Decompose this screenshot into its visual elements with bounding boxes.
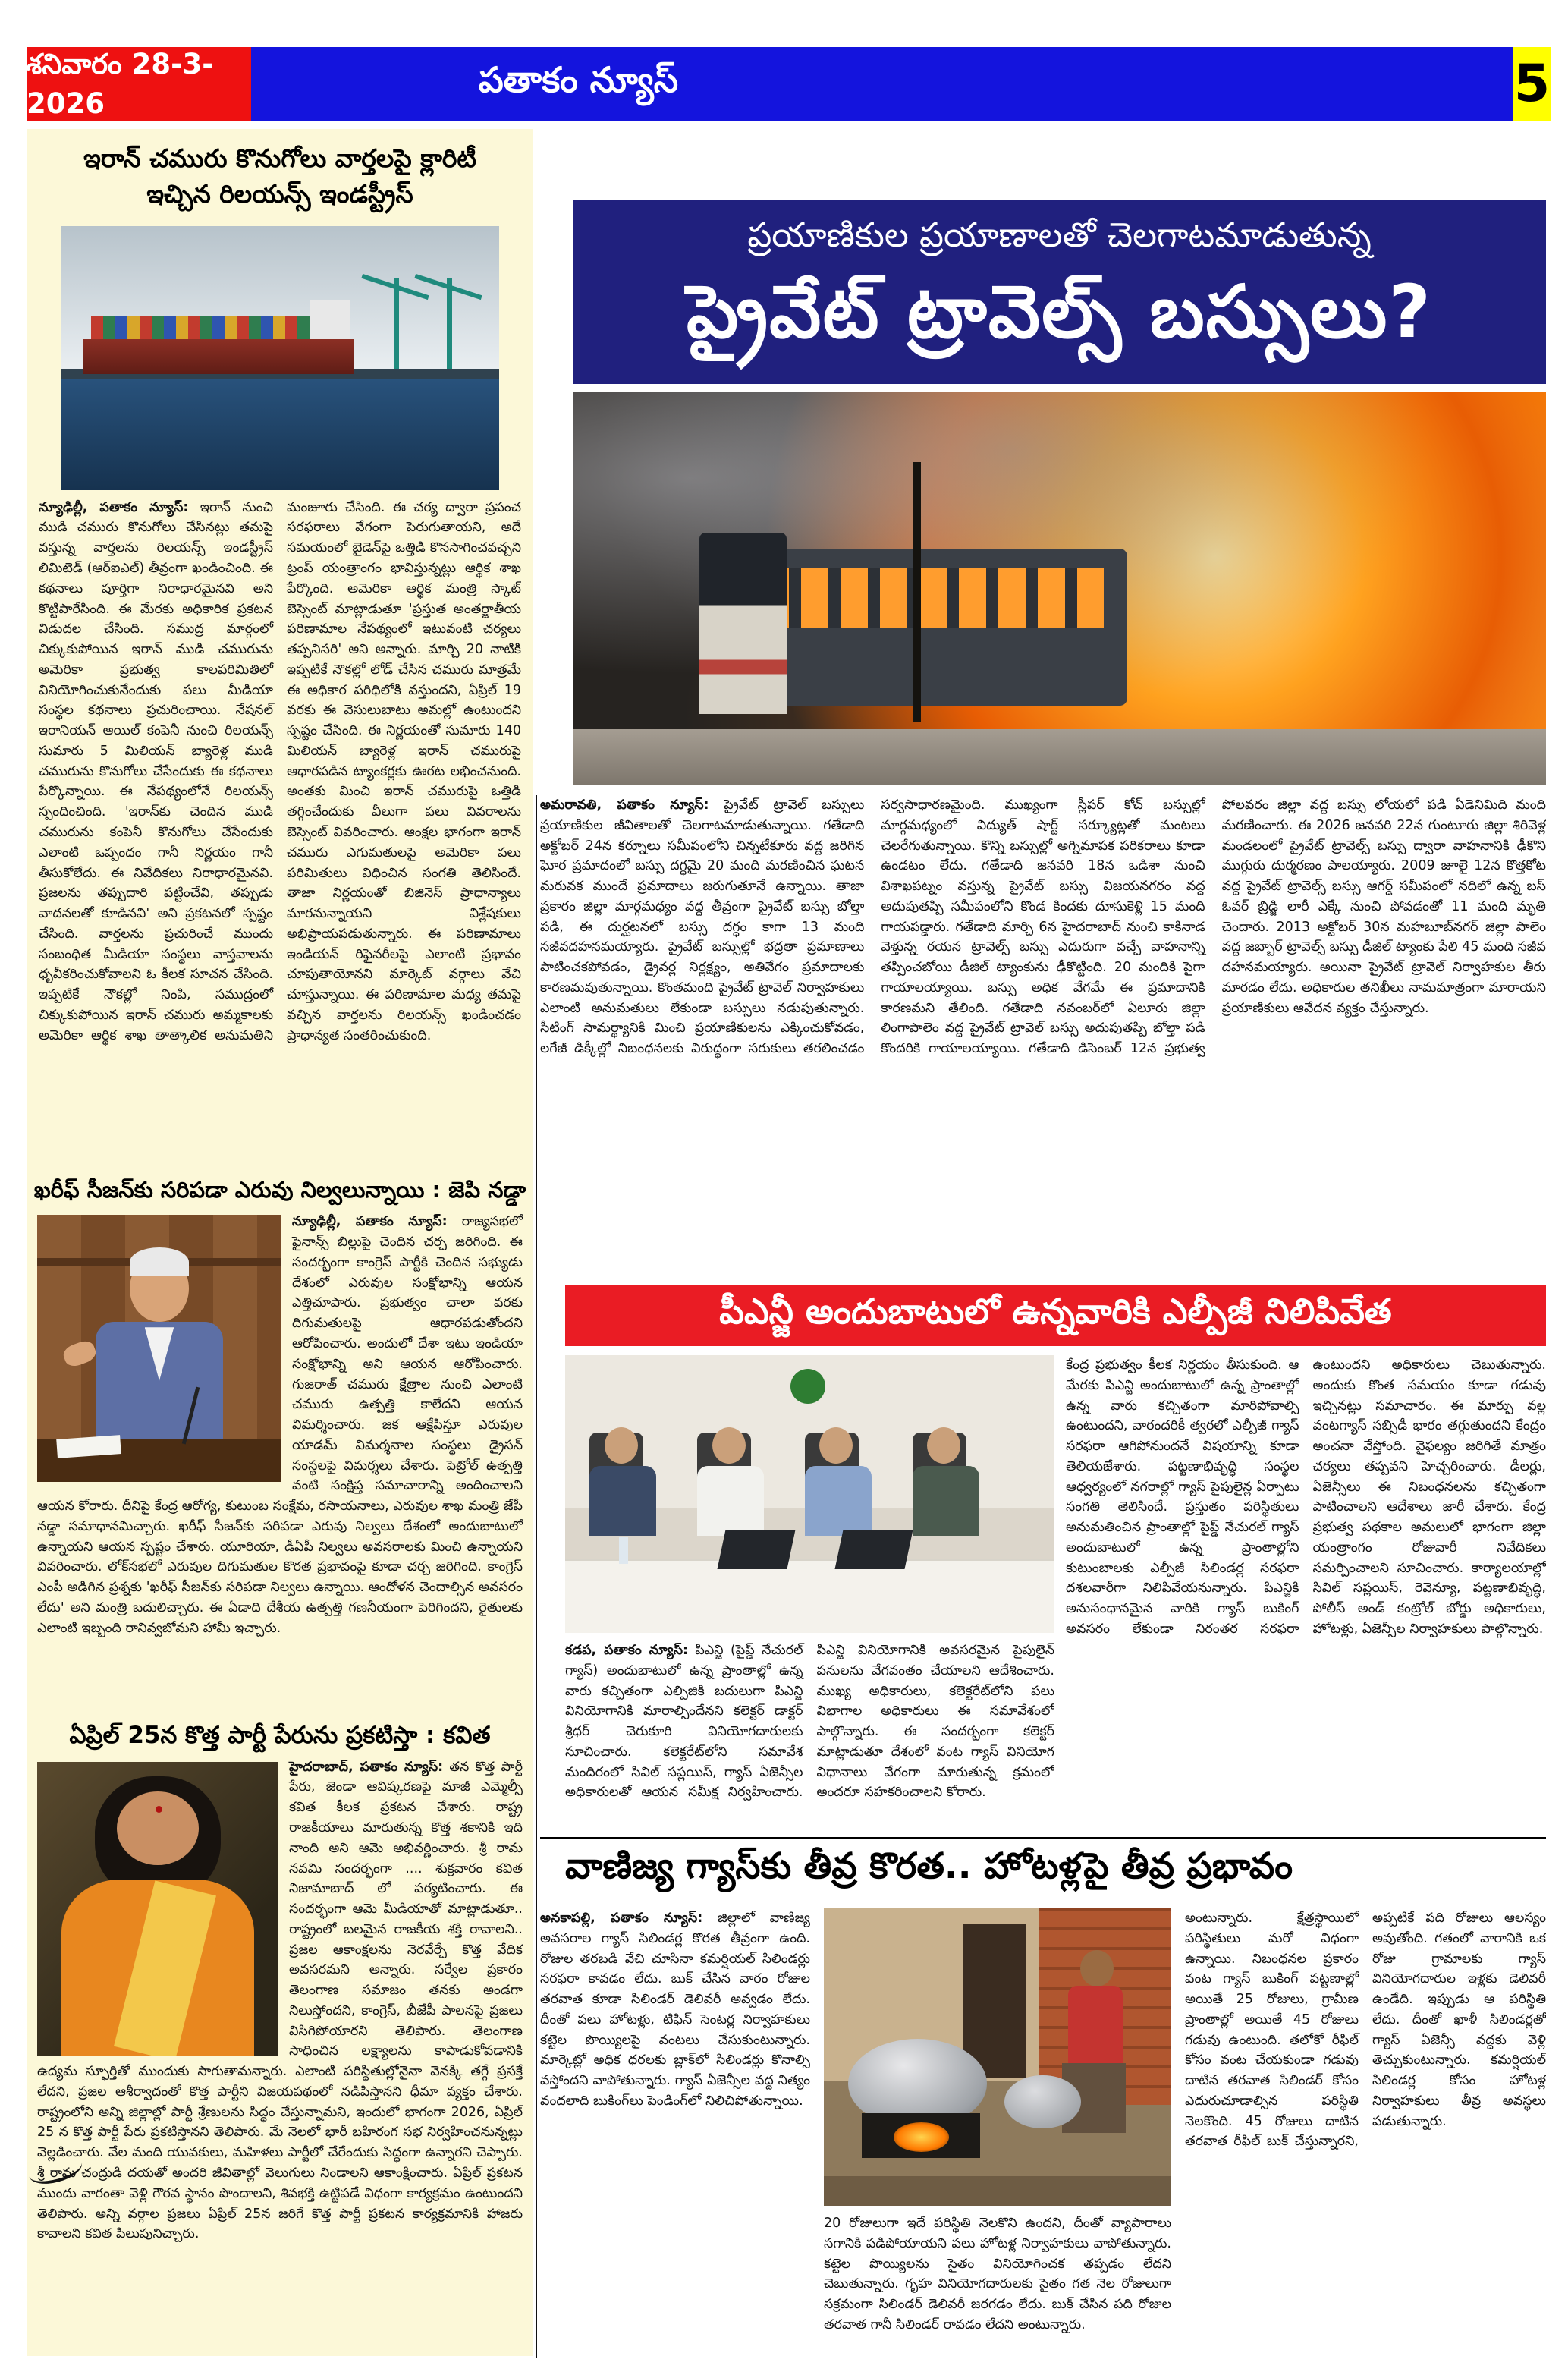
kavitha-face	[117, 1791, 199, 1865]
iran-body-text: ఇరాన్ నుంచి ముడి చమురు కొనుగోలు చేసినట్లు తమపై వస్తున్న వార్తలను రిలయన్స్ ఇండస్ట్రీస్ లిమిటెడ్ (ఆర్ఐఎల్) తీవ్రంగా ఖండించింది. ఈ కథనాలు పూర్తిగా నిరాధారమైనవి అని కొట్టిపారేసింది. ఈ మేరకు అధికారిక ప్రకటన విడుదల చేసింది. సముద్ర మార్గంలో చిక్కుకుపోయిన ఇరాన్ ముడి చమురును అమెరికా ప్రభుత్వ కాలపరిమితిలో వినియోగించుకునేందుకు పలు మీడియా సంస్థల కథనాలు ప్రచురించాయి. నేషనల్ ఇరానియన్ ఆయిల్ కంపెనీ నుంచి రిలయన్స్ సుమారు 5 మిలియన్ బ్యారెళ్ల ముడి చమురును కొనుగోలు చేసేందుకు ఈ కథనాలు పేర్కొన్నాయి. ఈ నేపథ్యంలోనే రిలయన్స్ స్పందించింది. 'ఇరాన్‌కు చెందిన ముడి చమురును కంపెనీ కొనుగోలు చేసేందుకు ఎలాంటి ఒప్పందం గానీ నిర్ణయం గానీ తీసుకోలేదు. ఈ నివేదికలు నిరాధారమైనవి. ప్రజలను తప్పుదారి పట్టించేవి, తప్పుడు వాదనలతో కూడినవి' అని ప్రకటనలో స్పష్టం చేసింది. వార్తలను ప్రచురించే ముందు సంబంధిత మీడియా సంస్థలు వాస్తవాలను ధృవీకరించుకోవాలని ఓ కీలక సూచన చేసింది. ఇప్పటికే నౌకల్లో నింపి, సముద్రంలో చిక్కుకుపోయిన ఇరాన్ చమురు అమ్మకాలకు అమెరికా ఆర్థిక శాఖ తాత్కాలిక అనుమతిని మంజూరు చేసింది. ఈ చర్య ద్వారా ప్రపంచ సరఫరాలు వేగంగా పెరుగుతాయని, అదే సమయంలో బైడెన్‌పై ఒత్తిడి కొనసాగించవచ్చని ట్రంప్ యంత్రాంగం భావిస్తున్నట్లు ఆర్థిక శాఖ పేర్కొంది. అమెరికా ఆర్థిక మంత్రి స్కాట్ బెస్సెంట్ మాట్లాడుతూ 'ప్రస్తుత అంతర్జాతీయ పరిణామాల నేపథ్యంలో ఇటువంటి చర్యలు తప్పనిసరి' అని అన్నారు. మార్చి 20 నాటికి ఇప్పటికే నౌకల్లో లోడ్ చేసిన చమురు మాత్రమే ఈ అధికార పరిధిలోకి వస్తుందని, ఏప్రిల్ 19 వరకు ఈ వెసులుబాటు అమల్లో ఉంటుందని స్పష్టం చేసింది. ఈ నిర్ణయంతో సుమారు 140 మిలియన్ బ్యారెళ్ల ఇరాన్ చమురుపై ఆధారపడిన ట్యాంకర్లకు ఊరట లభించనుంది. అంతకు మించి ఇరాన్ చమురుపై ఒత్తిడి తగ్గించేందుకు వీలుగా పలు వివరాలను బెస్సెంట్ వివరించారు. ఆంక్షల భాగంగా ఇరాన్ చమురు ఎగుమతులపై అమెరికా పలు పరిమితులు విధించిన సంగతి తెలిసిందే. తాజా నిర్ణయంతో బిజినెస్ ప్రాధాన్యాలు మారనున్నాయని విశ్లేషకులు అభిప్రాయపడుతున్నారు. ఈ పరిణామాలు ఇండియన్ రిఫైనరీలపై ఎలాంటి ప్రభావం చూపుతాయోనని మార్కెట్ వర్గాలు వేచి చూస్తున్నాయి. ఈ పరిణామాల మధ్య తమపై వచ్చిన వార్తలను రిలయన్స్ ఖండించడం ప్రాధాన్యత సంతరించుకుంది.	[39, 499, 521, 1043]
small-cooking-pot	[1004, 2075, 1081, 2129]
official-head	[605, 1427, 638, 1464]
iran-article-body	[39, 498, 521, 1169]
water-bottle	[619, 1537, 628, 1564]
wood-stove-cooking-photo	[824, 1908, 1171, 2206]
bindi	[156, 1806, 162, 1813]
laptop	[718, 1530, 796, 1569]
iran-dateline: న్యూఢిల్లీ, పతాకం న్యూస్:	[39, 499, 189, 515]
gas-body-right: అంటున్నారు. క్షేత్రస్థాయిలో పరిస్థితులు మరో విధంగా ఉన్నాయి. నిబంధనల ప్రకారం వంట గ్యాస్ బుకింగ్ పట్టణాల్లో అయితే 25 రోజులు, గ్రామీణ ప్రాంతాల్లో అయితే 45 రోజులు గడువు ఉంటుంది. తలోకో రీఫిల్ కోసం వంట చేయకుండా గడువు దాటిన తరవాత సిలిండర్ కోసం ఎదురుచూడాల్సిన పరిస్థితి నెలకొంది. 45 రోజులు దాటిన తరవాత రీఫిల్ బుక్ చేస్తున్నారని, అప్పటికే పది రోజులు ఆలస్యం అవుతోంది. గతంలో వారానికి ఒక రోజు గ్రామాలకు గ్యాస్ వినియోగదారుల ఇళ్లకు డెలివరీ ఉండేది. ఇప్పుడు ఆ పరిస్థితి లేదు. దీంతో ఖాళీ సిలిండర్లతో గ్యాస్ ఏజెన్సీ వద్దకు వెళ్లి తెచ్చుకుంటున్నారు. కమర్షియల్ సిలిండర్ల కోసం హోటళ్ల నిర్వాహకులు తీవ్ర అవస్థలు పడుతున్నారు.	[1185, 1911, 1546, 2150]
lpg-body-right: కేంద్ర ప్రభుత్వం కీలక నిర్ణయం తీసుకుంది. ఆ మేరకు పిఎన్జి అందుబాటులో ఉన్న ప్రాంతాల్లో ఉన్న వారు కచ్చితంగా మారిపోవాల్సి ఉంటుందని, వారందరికీ త్వరలో ఎల్పీజీ గ్యాస్ సరఫరా ఆగిపోనుందనే విషయాన్ని కూడా తెలియజేశారు. పట్టణాభివృద్ధి సంస్థల ఆధ్వర్యంలో నగరాల్లో గ్యాస్ పైపులైన్ల ఏర్పాటు సంగతి తెలిసిందే. ప్రస్తుతం పరిస్థితులు అనుమతించిన ప్రాంతాల్లో పైప్డ్ నేచురల్ గ్యాస్ అందుబాటులో ఉన్న ప్రాంతాల్లోని కుటుంబాలకు ఎల్పీజీ సిలిండర్ల సరఫరా దశలవారీగా నిలిపివేయనున్నారు. పిఎన్జికి అనుసంధానమైన వారికి గ్యాస్ బుకింగ్ అవసరం లేకుండా నిరంతర సరఫరా ఉంటుందని అధికారులు చెబుతున్నారు. అందుకు కొంత సమయం కూడా గడువు ఇచ్చినట్లు సమాచారం. ఈ మార్పు వల్ల వంటగ్యాస్ సబ్సిడీ భారం తగ్గుతుందని కేంద్రం అంచనా వేస్తోంది. వైఫల్యం జరిగితే మాత్రం చర్యలు తప్పవని హెచ్చరించారు. డీలర్లు, ఏజెన్సీలు ఈ నిబంధనలను కచ్చితంగా పాటించాలని ఆదేశాలు జారీ చేశారు. కేంద్ర ప్రభుత్వ పథకాల అమలులో భాగంగా జిల్లా యంత్రాంగం రోజువారీ నివేదికలు సమర్పించాలని సూచించారు. కార్యాలయాల్లో సివిల్ సప్లయిస్, రెవెన్యూ, పట్టణాభివృద్ధి, పోలీస్ అండ్ కంట్రోల్ బోర్డు అధికారులు, హోటళ్లు, ఏజెన్సీల నిర్వాహకులు పాల్గొన్నారు.	[1066, 1357, 1546, 1637]
gas-body-col1-text: జిల్లాలో వాణిజ్య అవసరాల గ్యాస్ సిలిండర్ల కొరత తీవ్రంగా ఉంది. రోజుల తరబడి వేచి చూసినా కమర్షియల్ సిలిండర్లు సరఫరా కావడం లేదు. బుక్ చేసిన వారం రోజుల తరవాత కూడా సిలిండర్ డెలివరీ అవ్వడం లేదు. దీంతో పలు హోటళ్లు, టిఫిన్ సెంటర్ల నిర్వాహకులు కట్టెల పొయ్యిలపై వంటలు చేసుకుంటున్నారు. మార్కెట్లో అధిక ధరలకు బ్లాక్‌లో సిలిండర్లు కొనాల్సి వస్తోందని వాపోతున్నారు. గ్యాస్ ఏజెన్సీల వద్ద నిత్యం వందలాది బుకింగ్‌లు పెండింగ్‌లో నిలిచిపోతున్నాయి.	[540, 1911, 810, 2109]
kavitha-article	[37, 1757, 523, 2288]
burning-bus-photo	[573, 392, 1546, 785]
lpg-headline-text: పీఎన్జీ అందుబాటులో ఉన్నవారికి ఎల్పీజీ నిలిపివేత	[719, 1291, 1392, 1332]
bus-dateline: అమరావతి, పతాకం న్యూస్:	[540, 797, 709, 813]
vertical-rule	[536, 795, 537, 2358]
cook-red-shirt	[1068, 1986, 1123, 2068]
bus-headline-box	[573, 200, 1546, 384]
official-torso	[697, 1466, 764, 1536]
wood-fire	[894, 2122, 949, 2152]
date-text: శనివారం 28-3-2026	[27, 48, 214, 120]
official-torso	[589, 1466, 656, 1536]
nadda-hand	[61, 1338, 99, 1370]
page-number	[1513, 47, 1551, 121]
lpg-body-left-text: పిఎన్జి (పైప్డ్ నేచురల్ గ్యాస్) అందుబాటులో ఉన్న ప్రాంతాల్లో ఉన్న వారు కచ్చితంగా ఎల్పిజికి బదులుగా పిఎన్జి వినియోగానికి మారాల్సిందేనని కలెక్టర్ డాక్టర్ శ్రీధర్ చెరుకూరి వినియోగదారులకు సూచించారు. కలెక్టరేట్‌లోని సమావేశ మందిరంలో సివిల్ సప్లయిస్, గ్యాస్ ఏజెన్సీల అధికారులతో ఆయన సమీక్ష నిర్వహించారు. పిఎన్జి వినియోగానికి అవసరమైన పైపులైన్ పనులను వేగవంతం చేయాలని ఆదేశించారు. ముఖ్య అధికారులు, కలెక్టరేట్‌లోని పలు విభాగాల అధికారులు ఈ సమావేశంలో పాల్గొన్నారు. ఈ సందర్భంగా కలెక్టర్ మాట్లాడుతూ దేశంలో వంట గ్యాస్ వినియోగ విధానాలు వేగంగా మారుతున్న క్రమంలో అందరూ సహకరించాలని కోరారు.	[565, 1643, 1054, 1801]
bus-body-text: ప్రైవేట్ ట్రావెల్ బస్సులు ప్రయాణికుల జీవితాలతో చెలగాటమాడుతున్నాయి. గతేడాది అక్టోబర్ 24న కర్నూలు సమీపంలోని చిన్నటేకూరు వద్ద జరిగిన ఘోర ప్రమాదంలో బస్సు దగ్ధమై 20 మంది మరణించిన ఘటన మరువక ముందే ప్రమాదాలు జరుగుతూనే ఉన్నాయి. తాజా ప్రకారం జిల్లా మార్గమధ్యం వద్ద తీవ్రంగా ప్రైవేట్ బస్సు బోల్తా పడి, ఈ దుర్ఘటనలో బస్సు దగ్ధం కాగా 13 మంది సజీవదహనమయ్యారు. ప్రైవేట్ బస్సుల్లో భద్రతా ప్రమాణాలు పాటించకపోవడం, డ్రైవర్ల నిర్లక్ష్యం, అతివేగం ప్రమాదాలకు కారణమవుతున్నాయి. కొంతమంది ప్రైవేట్ ట్రావెల్ నిర్వాహకులు ఎలాంటి అనుమతులు లేకుండా బస్సులు నడుపుతున్నారు. సీటింగ్ సామర్థ్యానికి మించి ప్రయాణికులను ఎక్కించుకోవడం, లగేజీ డిక్కీల్లో నిబంధనలకు విరుద్ధంగా సరుకులు తరలించడం సర్వసాధారణమైంది. ముఖ్యంగా స్లీపర్ కోచ్ బస్సుల్లో మార్గమధ్యంలో విద్యుత్ షార్ట్ సర్క్యూట్లతో మంటలు చెలరేగుతున్నాయి. కొన్ని బస్సుల్లో అగ్నిమాపక పరికరాలు కూడా ఉండటం లేదు. గతేడాది జనవరి 18న ఒడిశా నుంచి విశాఖపట్నం వస్తున్న ప్రైవేట్ బస్సు విజయనగరం వద్ద అదుపుతప్పి సమీపంలోని కొండ కిందకు దూసుకెళ్లి 15 మంది గాయపడ్డారు. గతేడాది మార్చి 6న హైదరాబాద్ నుంచి కాకినాడ వెళ్తున్న రయన ట్రావెల్స్ బస్సు ఎదురుగా వచ్చే వాహనాన్ని తప్పించబోయి డీజిల్ ట్యాంకును ఢీకొట్టింది. 20 మందికి పైగా గాయాలయ్యాయి. బస్సు అధిక వేగమే ఈ ప్రమాదానికి కారణమని తేలింది. గతేడాది నవంబర్‌లో ఏలూరు జిల్లా లింగాపాలెం వద్ద ప్రైవేట్ ట్రావెల్ బస్సు అదుపుతప్పి బోల్తా పడి కొందరికి గాయాలయ్యాయి. గతేడాది డిసెంబర్ 12న ప్రభుత్వ పోలవరం జిల్లా వద్ద బస్సు లోయలో పడి ఏడెనిమిది మంది మరణించారు. ఈ 2026 జనవరి 22న గుంటూరు జిల్లా శిరివెళ్ల మండలంలో ప్రైవేట్ ట్రావెల్స్ బస్సు ద్వారా వాహనానికి ఢీకొని ముగ్గురు దుర్మరణం పాలయ్యారు. 2009 జూలై 12న కొత్తకోట వద్ద ప్రైవేట్ ట్రావెల్స్ బస్సు ఆగర్డ్ సమీపంలో నదిలో ఉన్న బస్ ఓవర్ బ్రిడ్జి లారీ ఎక్కే నుంచి పోవడంతో 11 మంది మృతి చెందారు. 2013 అక్టోబర్ 30న మహబూబ్‌నగర్ జిల్లా పాలెం వద్ద జబ్బార్ ట్రావెల్స్ బస్సు డీజిల్ ట్యాంకు పేలి 45 మంది సజీవ దహనమయ్యారు. అయినా ప్రైవేట్ ట్రావెల్ నిర్వాహకుల తీరు మారడం లేదు. అధికారుల తనిఖీలు నామమాత్రంగా మారాయని ప్రయాణికులు ఆవేదన వ్యక్తం చేస్తున్నారు.	[540, 797, 1546, 1057]
ship-hull	[83, 339, 354, 373]
official-head	[712, 1427, 746, 1464]
laptop	[835, 1530, 913, 1569]
section-divider	[540, 1837, 1546, 1839]
ground	[824, 2176, 1171, 2206]
bus-main-headline: ప్రైవేట్ ట్రావెల్స్ బస్సులు?	[687, 269, 1432, 354]
kavitha-body-text: తన కొత్త పార్టీ పేరు, జెండా ఆవిష్కరణపై మాజీ ఎమ్మెల్సీ కవిత కీలక ప్రకటన చేశారు. రాష్ట్ర రాజకీయాలు మారుతున్న కొత్త శకానికి ఇది నాంది అని ఆమె అభివర్ణించారు. శ్రీ రామ నవమి సందర్భంగా .... శుక్రవారం కవిత నిజామాబాద్ లో పర్యటించారు. ఈ సందర్భంగా ఆమె మీడియాతో మాట్లాడుతూ.. రాష్ట్రంలో బలమైన రాజకీయ శక్తి రావాలని.. ప్రజల ఆకాంక్షలను నెరవేర్చే కొత్త వేదిక అవసరమని అన్నారు. సర్వేల ప్రకారం తెలంగాణ సమాజం తనకు అండగా నిలుస్తోందని, కాంగ్రెస్, బీజేపీ పాలనపై ప్రజలు విసిగిపోయారని తెలిపారు. తెలంగాణ సాధించిన లక్ష్యాలను కాపాడుకోవడానికి ఉద్యమ స్ఫూర్తితో ముందుకు సాగుతామన్నారు. ఎలాంటి పరిస్థితుల్లోనైనా వెనక్కి తగ్గే ప్రసక్తే లేదని, ప్రజల ఆశీర్వాదంతో కొత్త పార్టీని విజయపథంలో నడిపిస్తానని ధీమా వ్యక్తం చేశారు. రాష్ట్రంలోని అన్ని జిల్లాల్లో పార్టీ శ్రేణులను సిద్ధం చేస్తున్నామని, ఇందులో భాగంగా 2026, ఏప్రిల్ 25 న కొత్త పార్టీ పేరు ప్రకటిస్తానని తెలిపారు. మే నెలలో భారీ బహిరంగ సభ నిర్వహించనున్నట్లు వెల్లడించారు. వేల మంది యువకులు, మహిళలు పార్టీలో చేరేందుకు సిద్ధంగా ఉన్నారని చెప్పారు. శ్రీ రామ చంద్రుడి దయతో అందరి జీవితాల్లో వెలుగులు నిండాలని ఆకాంక్షించారు. ఏప్రిల్ ప్రకటన ముందు వారంతా వెళ్లి గౌరవ స్థానం పొందాలని, శివభక్తి ఉట్టిపడే విధంగా కార్యక్రమం ఉంటుందని తెలిపారు. అన్ని వర్గాల ప్రజలు ఏప్రిల్ 25న జరిగే కొత్త పార్టీ ప్రకటన కార్యక్రమానికి హాజరు కావాలని కవిత పిలుపునిచ్చారు.	[37, 1759, 523, 2242]
meeting-table	[565, 1559, 1054, 1633]
lpg-left-column	[565, 1355, 1054, 1826]
lpg-headline-bar	[565, 1285, 1546, 1346]
lpg-dateline: కడప, పతాకం న్యూస్:	[565, 1643, 688, 1658]
desk-papers	[56, 1435, 121, 1458]
official-torso	[805, 1466, 872, 1536]
port-crane	[447, 278, 452, 368]
collector-meeting-photo	[565, 1355, 1054, 1633]
port-crane	[394, 278, 399, 368]
road	[573, 729, 1546, 785]
oil-tanker-port-photo	[61, 226, 499, 490]
kharif-article	[37, 1212, 523, 1713]
gas-middle-column	[824, 1908, 1171, 2358]
utility-pole	[913, 462, 921, 722]
kharif-body-text: రాజ్యసభలో ఫైనాన్స్ బిల్లుపై చెందిన చర్చ జరిగింది. ఈ సందర్భంగా కాంగ్రెస్ పార్టీకి చెందిన సభ్యుడు దేశంలో ఎరువుల సంక్షోభాన్ని ఆయన ఎత్తిచూపారు. ప్రభుత్వం చాలా వరకు దిగుమతులపై ఆధారపడుతోందని ఆరోపించారు. అందులో దేశా ఇటు ఇండియా సంక్షోభాన్ని అని ఆయన ఆరోపించారు. గుజరాత్ చమురు క్షేత్రాల నుంచి ఎలాంటి చమురు ఉత్పత్తి కాలేదని ఆయన విమర్శించారు. జక ఆక్షేపిస్తూ ఎరువుల యాడమ్ విమర్శనాల సంస్థలు డ్రైసన్ సంస్థలపై విమర్శలు చేశారు. పెట్రోల్ ఉత్పత్తి వంటి సంక్షిప్త సమాచారాన్ని అందించాలని ఆయన కోరారు. దీనిపై కేంద్ర ఆరోగ్య, కుటుంబ సంక్షేమ, రసాయనాలు, ఎరువుల శాఖ మంత్రి జేపీ నడ్డా సమాధానమిచ్చారు. ఖరీఫ్ సీజన్‌కు సరిపడా ఎరువు నిల్వలు దేశంలో అందుబాటులో ఉన్నాయని ఆయన స్పష్టం చేశారు. యూరియా, డీఏపీ నిల్వలు అవసరాలకు మించి ఉన్నాయని వివరించారు. లోక్‌సభలో ఎరువుల దిగుమతుల కొరత ప్రభావంపై కూడా చర్చ జరిగింది. కాంగ్రెస్ ఎంపీ అడిగిన ప్రశ్నకు 'ఖరీఫ్ సీజన్‌కు సరిపడా నిల్వలు ఉన్నాయి. ఆందోళన చెందాల్సిన అవసరం లేదు' అని మంత్రి బదులిచ్చారు. ఈ ఏడాది దేశీయ ఉత్పత్తి గణనీయంగా పెరిగిందని, రైతులకు ఎలాంటి ఇబ్బంది రానివ్వబోమని హామీ ఇచ్చారు.	[37, 1214, 523, 1636]
jp-nadda-photo	[37, 1215, 281, 1482]
ship-containers	[91, 316, 310, 339]
gas-body-mid: 20 రోజులుగా ఇదే పరిస్థితి నెలకొని ఉందని, దీంతో వ్యాపారాలు సగానికి పడిపోయాయని పలు హోటళ్ల నిర్వాహకులు వాపోతున్నారు. కట్టెల పొయ్యిలను సైతం వినియోగించక తప్పడం లేదని చెబుతున్నారు. గృహ వినియోగదారులకు సైతం గత నెల రోజులుగా సక్రమంగా సిలిండర్ డెలివరీ జరగడం లేదు. బుక్ చేసిన పది రోజుల తరవాత గానీ సిలిండర్ రావడం లేదని అంటున్నారు.	[824, 2216, 1171, 2333]
date-banner	[27, 47, 251, 121]
wall-emblem	[790, 1369, 825, 1404]
masthead-bar	[251, 47, 1513, 121]
gas-body-col1	[540, 1908, 810, 2358]
iran-article-headline: ఇరాన్ చమురు కొనుగోలు వార్తలపై క్లారిటీ ఇచ్చిన రిలయన్స్ ఇండస్ట్రీస్	[83, 143, 476, 209]
masthead-title: పతాకం న్యూస్	[479, 58, 679, 100]
kavitha-photo	[37, 1762, 278, 2056]
gas-dateline: అనకాపల్లి, పతాకం న్యూస్:	[540, 1911, 703, 1926]
bus-silhouette	[738, 549, 1127, 706]
page-number-text: 5	[1513, 54, 1551, 114]
nadda-hair	[130, 1247, 188, 1277]
lpg-body-left	[565, 1640, 1054, 1826]
official-torso	[913, 1466, 979, 1536]
bus-article-body	[540, 795, 1546, 1278]
kavitha-article-headline: ఏప్రిల్ 25న కొత్త పార్టీ పేరును ప్రకటిస్తా : కవిత	[69, 1722, 491, 1750]
left-panel	[27, 129, 533, 2356]
kharif-dateline: న్యూఢిల్లీ, పతాకం న్యూస్:	[292, 1214, 448, 1230]
lpg-article	[565, 1355, 1546, 1832]
photo-sea	[61, 369, 499, 490]
gas-article	[540, 1908, 1546, 2358]
bus-kicker: ప్రయాణికుల ప్రయాణాలతో చెలగాటమాడుతున్న	[747, 215, 1372, 255]
kavitha-dateline: హైదరాబాద్, పతాకం న్యూస్:	[289, 1759, 444, 1775]
dark-doorway	[963, 1924, 1025, 2078]
ship-bridge	[310, 300, 350, 339]
bus-windows	[762, 568, 1105, 628]
kharif-article-headline: ఖరీఫ్ సీజన్‌కు సరిపడా ఎరువు నిల్వలున్నాయి : జెపి నడ్డా	[33, 1176, 526, 1203]
gas-article-headline: వాణిజ్య గ్యాస్‌కు తీవ్ర కొరత.. హోటళ్లపై తీవ్ర ప్రభావం	[565, 1845, 1293, 1887]
bus-front	[699, 533, 787, 713]
